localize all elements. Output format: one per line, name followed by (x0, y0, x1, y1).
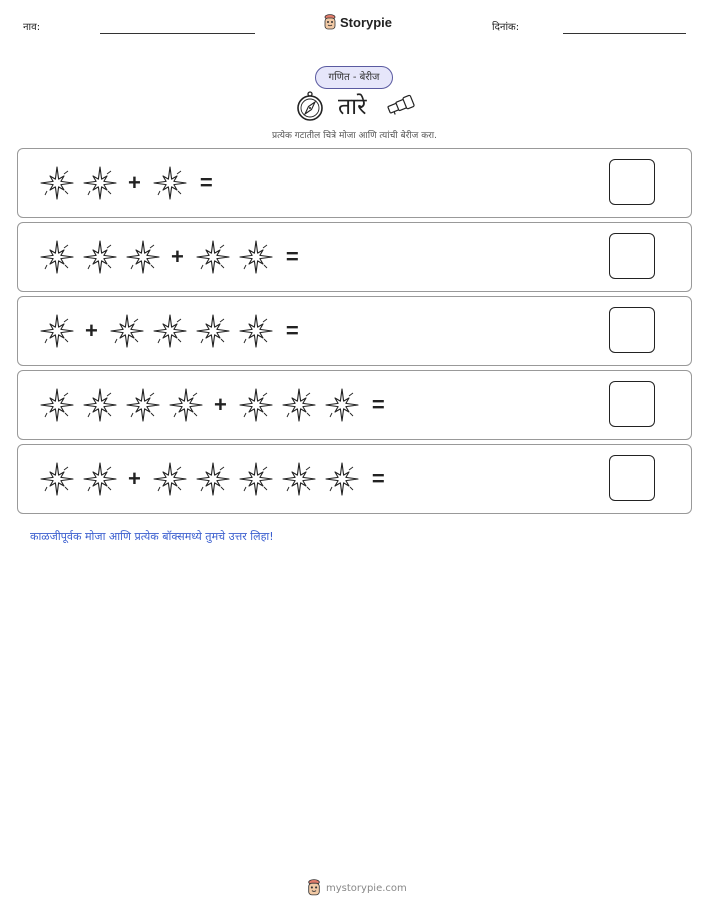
sparkle-star-icon (153, 462, 187, 496)
answer-box[interactable] (609, 455, 655, 501)
equals-sign: = (285, 318, 299, 343)
sparkle-star-icon (40, 166, 74, 200)
plus-sign: + (128, 466, 141, 491)
logo-text: Storypie (340, 15, 393, 30)
problem-row (17, 370, 692, 440)
problem-row (17, 444, 692, 514)
sparkle-star-icon (325, 388, 359, 422)
instructions-subtitle: प्रत्येक गटातील चित्रे मोजा आणि त्यांची बेरीज करा. (272, 131, 437, 141)
sparkle-star-icon (196, 314, 230, 348)
sparkle-star-icon (126, 388, 160, 422)
sparkle-star-icon (239, 388, 273, 422)
sparkle-star-icon (40, 240, 74, 274)
sparkle-star-icon (239, 240, 273, 274)
problem-row (17, 296, 692, 366)
equals-sign: = (371, 392, 385, 417)
sparkle-star-icon (196, 240, 230, 274)
footer-url[interactable]: mystorypie.com (326, 882, 407, 894)
name-line[interactable] (100, 33, 255, 34)
telescope-icon (384, 93, 416, 117)
sparkle-star-icon (83, 388, 117, 422)
problem-row (17, 222, 692, 292)
sparkle-star-icon (239, 462, 273, 496)
equals-sign: = (199, 170, 213, 195)
name-label: नाव: (23, 22, 41, 33)
footer (306, 879, 407, 897)
sparkle-star-icon (169, 388, 203, 422)
sparkle-star-icon (325, 462, 359, 496)
plus-sign: + (214, 392, 227, 417)
date-label: दिनांक: (492, 22, 520, 33)
sparkle-star-icon (126, 240, 160, 274)
problem-items (40, 387, 385, 423)
equals-sign: = (285, 244, 299, 269)
plus-sign: + (128, 170, 141, 195)
sparkle-star-icon (153, 166, 187, 200)
problem-items (40, 461, 385, 497)
title-row (0, 89, 709, 123)
problem-items (40, 239, 299, 275)
sparkle-star-icon (110, 314, 144, 348)
sparkle-star-icon (40, 462, 74, 496)
sparkle-star-icon (83, 462, 117, 496)
answer-box[interactable] (609, 307, 655, 353)
compass-icon (296, 91, 324, 121)
sparkle-star-icon (40, 314, 74, 348)
problem-row (17, 148, 692, 218)
sparkle-star-icon (196, 462, 230, 496)
answer-box[interactable] (609, 159, 655, 205)
sparkle-star-icon (153, 314, 187, 348)
answer-box[interactable] (609, 233, 655, 279)
subject-badge: गणित - बेरीज (315, 66, 393, 89)
sparkle-star-icon (83, 240, 117, 274)
sparkle-star-icon (239, 314, 273, 348)
sparkle-star-icon (282, 462, 316, 496)
storypie-logo (323, 14, 392, 31)
sparkle-star-icon (40, 388, 74, 422)
answer-box[interactable] (609, 381, 655, 427)
plus-sign: + (171, 244, 184, 269)
plus-sign: + (85, 318, 98, 343)
page-title: तारे (338, 94, 367, 120)
date-line[interactable] (563, 33, 686, 34)
problem-items (40, 313, 299, 349)
sparkle-star-icon (83, 166, 117, 200)
storypie-mascot-icon (306, 879, 322, 897)
storypie-mascot-icon (323, 14, 337, 31)
problem-items (40, 165, 213, 201)
sparkle-star-icon (282, 388, 316, 422)
equals-sign: = (371, 466, 385, 491)
bottom-instruction: काळजीपूर्वक मोजा आणि प्रत्येक बॉक्समध्ये तुमचे उत्तर लिहा! (30, 530, 274, 543)
